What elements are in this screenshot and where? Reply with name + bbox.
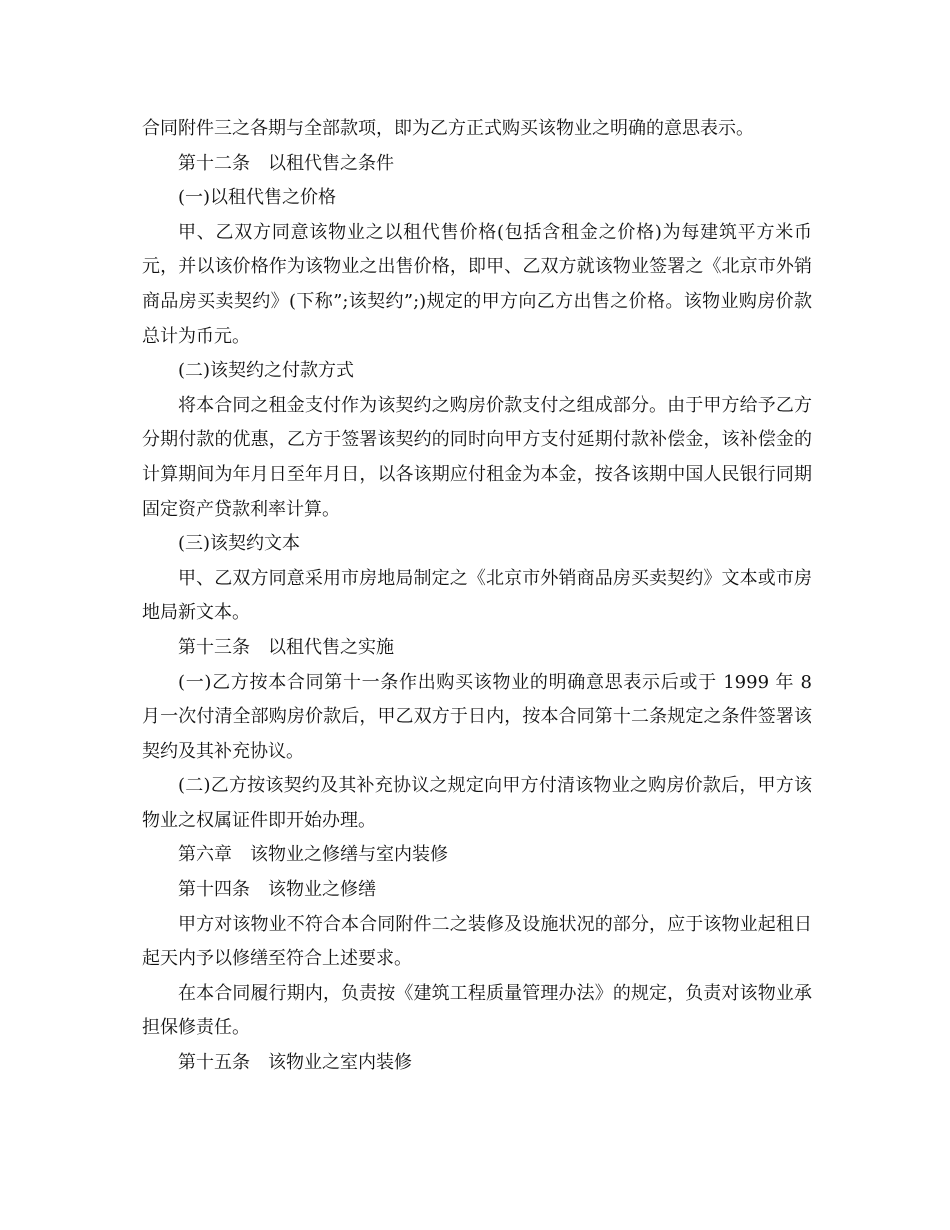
document-body <box>142 112 812 1081</box>
paragraph: 甲、乙双方同意采用市房地局制定之《北京市外销商品房买卖契约》文本或市房地局新文本。 <box>142 567 812 624</box>
section-heading: (一)以租代售之价格 <box>178 187 337 209</box>
paragraph: 甲、乙双方同意该物业之以租代售价格(包括含租金之价格)为每建筑平方米币元，并以该价格作为该物业之出售价格，即甲、乙双方就该物业签署之《北京市外销商品房买卖契约》(下称”;该契约”;)规定的甲方向乙方出售之价格。该物业购房价款总计为币元。 <box>142 221 812 347</box>
chapter-heading: 第六章 该物业之修缮与室内装修 <box>178 844 448 866</box>
article-heading: 第十四条 该物业之修缮 <box>178 879 376 901</box>
article-heading: 第十三条 以租代售之实施 <box>178 636 394 658</box>
paragraph: (二)乙方按该契约及其补充协议之规定向甲方付清该物业之购房价款后，甲方该物业之权属证件即开始办理。 <box>142 775 812 831</box>
section-heading: (二)该契约之付款方式 <box>178 360 355 382</box>
section-heading: (三)该契约文本 <box>178 533 301 555</box>
paragraph: 合同附件三之各期与全部款项，即为乙方正式购买该物业之明确的意思表示。 <box>142 118 754 139</box>
paragraph: 在本合同履行期内，负责按《建筑工程质量管理办法》的规定，负责对该物业承担保修责任。 <box>142 982 812 1039</box>
paragraph: 甲方对该物业不符合本合同附件二之装修及设施状况的部分，应于该物业起租日起天内予以修缮至符合上述要求。 <box>142 913 812 970</box>
article-heading: 第十二条 以租代售之条件 <box>178 152 394 174</box>
paragraph: (一)乙方按本合同第十一条作出购买该物业的明确意思表示后或于 1999 年 8 月一次付清全部购房价款后，甲乙双方于日内，按本合同第十二条规定之条件签署该契约及其补充协议。 <box>142 671 812 762</box>
paragraph: 将本合同之租金支付作为该契约之购房价款支付之组成部分。由于甲方给予乙方分期付款的优惠，乙方于签署该契约的同时向甲方支付延期付款补偿金，该补偿金的计算期间为年月日至年月日，以各该期应付租金为本金，按各该期中国人民银行同期固定资产贷款利率计算。 <box>142 394 812 520</box>
article-heading: 第十五条 该物业之室内装修 <box>178 1052 412 1074</box>
